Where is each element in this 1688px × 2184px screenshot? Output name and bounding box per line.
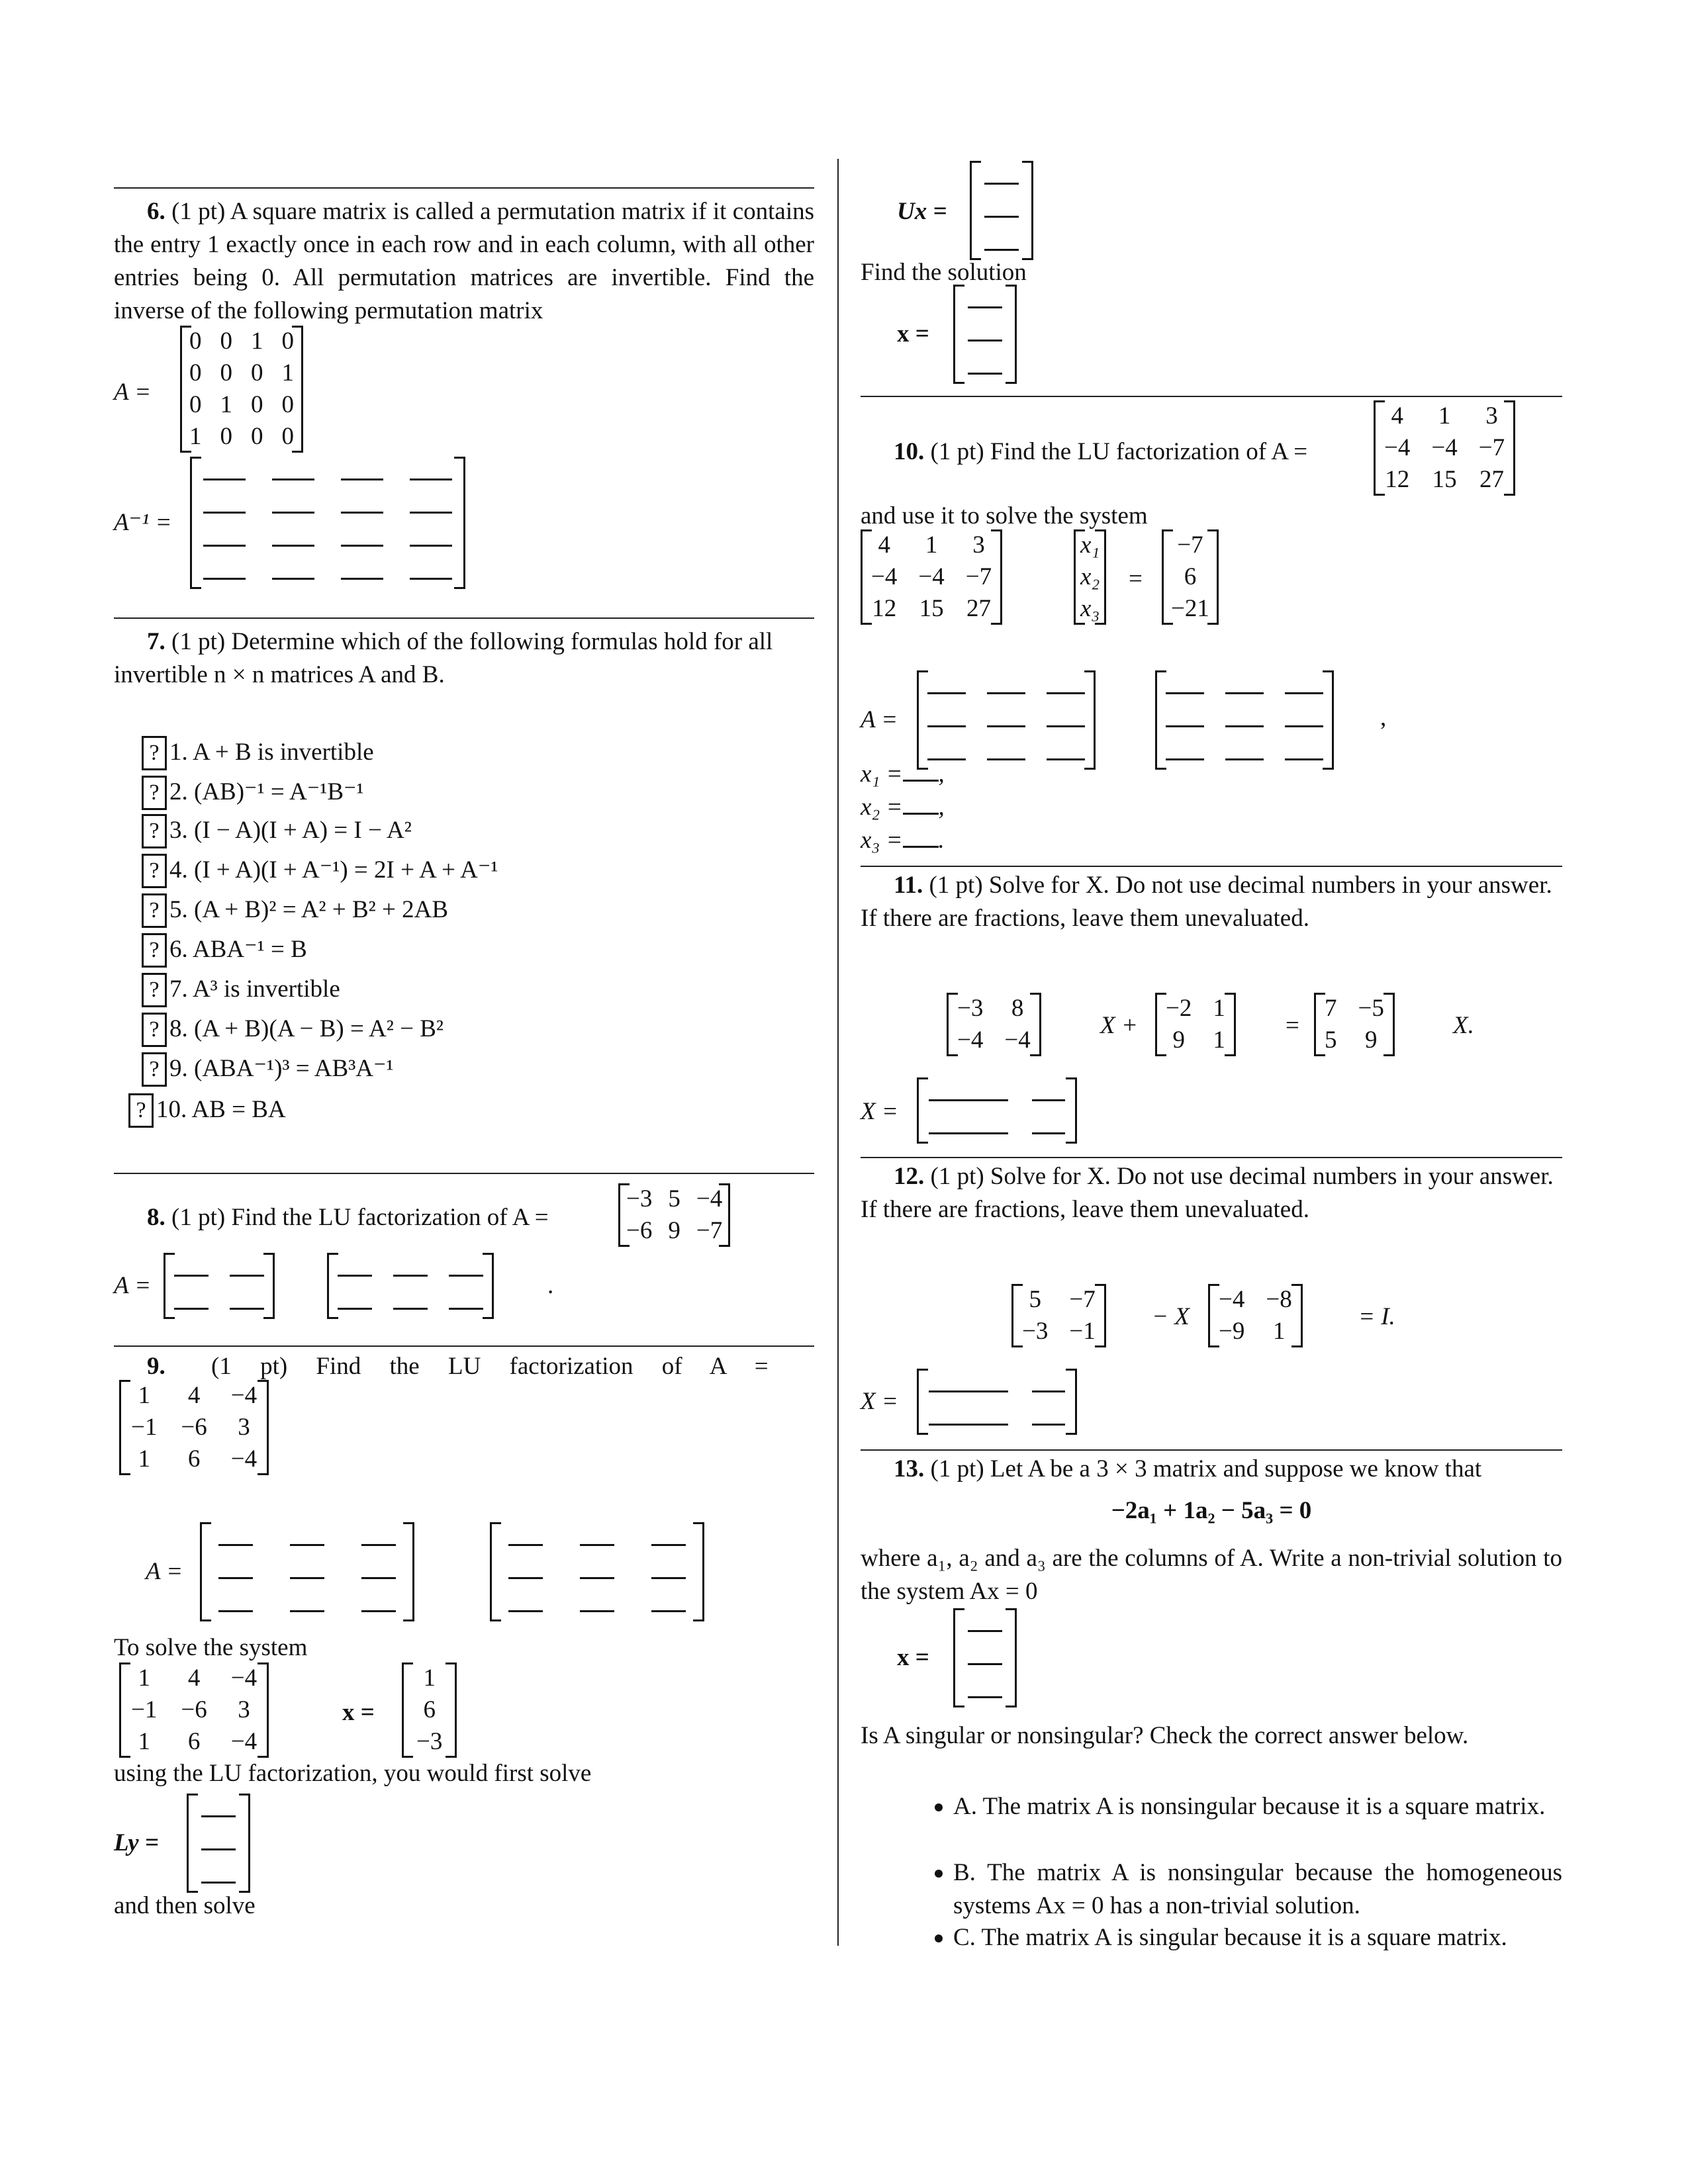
p9A2-cell-1-1: −6: [181, 1696, 207, 1723]
problem-11-number: 11.: [894, 872, 923, 899]
p9A-cell-1-1: −6: [181, 1414, 207, 1441]
p10-use-text: and use it to solve the system: [861, 502, 1148, 529]
p11-X-label: X =: [861, 1098, 898, 1125]
p8-L-answer-matrix[interactable]: [164, 1253, 275, 1319]
p6A-cell-3-3: 0: [281, 423, 294, 450]
p13-bullet-1: [935, 1870, 943, 1878]
p10L-answer-blank[interactable]: [976, 670, 1036, 704]
p9-y-answer-vector[interactable]: [187, 1794, 250, 1893]
p11-matrix-3: [1314, 993, 1395, 1056]
p9A-cell-0-1: 4: [187, 1382, 201, 1409]
problem-11-statement: [861, 869, 1562, 935]
p11M3-cell-1-0: 5: [1325, 1026, 1337, 1054]
p12-minus: − X: [1152, 1303, 1190, 1330]
p10U-answer-blank[interactable]: [1215, 670, 1274, 704]
p6A-cell-3-0: 1: [189, 423, 202, 450]
p7-answer-box-3[interactable]: ?: [142, 814, 167, 848]
p9-matrix-A: [119, 1380, 269, 1475]
p9L-answer-blank[interactable]: [271, 1588, 343, 1621]
p11M1-cell-0-0: −3: [957, 995, 984, 1022]
p8-U-answer-matrix[interactable]: [327, 1253, 494, 1319]
p9A-cell-0-2: −4: [230, 1382, 258, 1409]
p10-U-answer-matrix[interactable]: [1155, 670, 1334, 770]
p9A2-cell-2-0: 1: [138, 1728, 150, 1755]
p11-plus: X +: [1100, 1012, 1138, 1039]
p9A-cell-1-2: 3: [238, 1414, 250, 1441]
p7-answer-box-9[interactable]: ?: [142, 1052, 167, 1087]
p7-answer-box-6[interactable]: ?: [142, 933, 167, 968]
problem-9-text: (1 pt) Find the LU factorization of A =: [211, 1353, 769, 1380]
p9A2-cell-0-2: −4: [230, 1664, 258, 1692]
p9A-cell-2-1: 6: [187, 1445, 201, 1473]
p10A-cell-1-1: −4: [1431, 434, 1458, 461]
p7-option-label: 7. A³ is invertible: [169, 976, 340, 1003]
p10-x2-label: x₂ =: [861, 794, 903, 821]
p11X-answer-blank[interactable]: [917, 1077, 1020, 1111]
p9-Ux-label: Ux =: [897, 198, 947, 225]
p6A-cell-2-3: 0: [281, 391, 294, 418]
p8-end: .: [547, 1272, 554, 1299]
p7-option-label: 10. AB = BA: [156, 1096, 286, 1123]
p9-b-vector: [402, 1662, 457, 1758]
p7-answer-box-8[interactable]: ?: [142, 1013, 167, 1047]
p12M2-cell-0-1: −8: [1266, 1286, 1292, 1313]
p9-A-label: A =: [146, 1558, 183, 1585]
p11M1-cell-1-1: −4: [1004, 1026, 1031, 1054]
p12-X-label: X =: [861, 1388, 898, 1415]
p10A-cell-0-2: 3: [1485, 402, 1498, 430]
p6A-cell-1-3: 1: [281, 359, 294, 387]
p9-Ux-answer-vector[interactable]: [970, 161, 1033, 260]
p7-option-label: 5. (A + B)² = A² + B² + 2AB: [169, 896, 449, 923]
p9-find-text: Find the solution: [861, 259, 1027, 286]
p12-matrix-2: [1208, 1284, 1303, 1347]
p8U-answer-blank[interactable]: [383, 1286, 438, 1319]
p13-option-C[interactable]: C. The matrix A is singular because it is a square matrix.: [953, 1924, 1507, 1951]
problem-12-statement: [861, 1160, 1562, 1226]
p10x-cell-0-0: x₁: [1080, 531, 1100, 559]
p10-equals: =: [1129, 565, 1143, 592]
p6A-cell-2-1: 1: [220, 391, 232, 418]
p9A2-cell-0-0: 1: [138, 1664, 150, 1692]
p6Ainv-answer-blank[interactable]: [259, 490, 328, 523]
p10A2-cell-2-0: 12: [872, 595, 897, 622]
p10U-answer-blank[interactable]: [1215, 704, 1274, 737]
p10x-cell-2-0: x₃: [1080, 595, 1100, 622]
p10b-cell-0-0: −7: [1177, 531, 1203, 559]
p7-answer-box-1[interactable]: ?: [142, 736, 167, 770]
p6A-cell-0-2: 1: [251, 328, 263, 355]
p10A2-cell-2-2: 27: [966, 595, 991, 622]
p10A-cell-0-0: 4: [1391, 402, 1403, 430]
p9-xs-label: x =: [897, 320, 929, 347]
problem-10-text: (1 pt) Find the LU factorization of A =: [930, 438, 1308, 465]
p7-option-8: [142, 1013, 444, 1046]
p10-system-matrix: [861, 529, 1002, 625]
p10U-answer-blank[interactable]: [1215, 737, 1274, 770]
p12M1-cell-1-1: −1: [1069, 1318, 1096, 1345]
problem-10-number: 10.: [894, 438, 925, 465]
problem-6-number: 6.: [147, 198, 165, 225]
rule-p12: [861, 1157, 1562, 1158]
problem-8-text: (1 pt) Find the LU factorization of A =: [171, 1204, 549, 1231]
p9-x-label: x =: [342, 1699, 375, 1726]
p12M1-cell-1-0: −3: [1022, 1318, 1049, 1345]
p10b-cell-2-0: −21: [1171, 595, 1209, 622]
p12X-answer-blank[interactable]: [917, 1402, 1020, 1435]
p8A-cell-0-0: −3: [626, 1185, 653, 1212]
p10-x1-label: x₁ =: [861, 760, 903, 788]
rule-p7: [114, 617, 814, 619]
p7-option-label: 4. (I + A)(I + A⁻¹) = 2I + A + A⁻¹: [169, 856, 498, 884]
p11-matrix-1: [947, 993, 1041, 1056]
problem-6-statement: [114, 195, 814, 328]
p10b-cell-1-0: 6: [1184, 563, 1197, 590]
p10A2-cell-1-0: −4: [871, 563, 898, 590]
column-divider: [837, 159, 839, 1946]
p11M2-cell-1-1: 1: [1213, 1026, 1225, 1054]
p8A-cell-1-2: −7: [696, 1217, 723, 1244]
p9-then-text: and then solve: [114, 1892, 256, 1919]
p6A-cell-0-3: 0: [281, 328, 294, 355]
p12M2-cell-1-1: 1: [1272, 1318, 1286, 1345]
p11M3-cell-0-0: 7: [1325, 995, 1337, 1022]
p8U-answer-blank[interactable]: [383, 1253, 438, 1286]
p10-x2-answer[interactable]: [903, 798, 939, 815]
p8A-cell-1-0: −6: [626, 1217, 653, 1244]
rule-p10: [861, 396, 1562, 397]
p6Ainv-answer-blank[interactable]: [328, 523, 397, 556]
p11-matrix-2: [1155, 993, 1236, 1056]
p6A-cell-3-1: 0: [220, 423, 232, 450]
p11M2-cell-1-0: 9: [1172, 1026, 1185, 1054]
rule-p13: [861, 1449, 1562, 1451]
p10A-cell-1-0: −4: [1384, 434, 1411, 461]
p7-option-1: [142, 736, 374, 769]
p8A-cell-0-2: −4: [696, 1185, 723, 1212]
p6Ainv-answer-blank[interactable]: [328, 490, 397, 523]
p12-matrix-1: [1011, 1284, 1106, 1347]
p10A2-cell-0-1: 1: [925, 531, 938, 559]
p6-A-label: A =: [114, 379, 152, 406]
p9-system-matrix: [119, 1662, 269, 1758]
p13-bullet-0: [935, 1803, 943, 1811]
p6-Ainv-label: A⁻¹ =: [114, 509, 172, 536]
p10-comma: ,: [1380, 704, 1387, 731]
p9U-answer-blank[interactable]: [561, 1588, 633, 1621]
p10x-cell-1-0: x₂: [1080, 563, 1100, 590]
p10-x2-row: x₂ = ,: [861, 794, 945, 821]
p7-answer-box-4[interactable]: ?: [142, 854, 167, 888]
p10A2-cell-1-2: −7: [965, 563, 992, 590]
p13-bullet-2: [935, 1934, 943, 1942]
problem-10-statement: [894, 435, 1307, 469]
p10-matrix-A: [1374, 400, 1515, 496]
rule-p6: [114, 187, 814, 189]
p9b-cell-1-0: 6: [423, 1696, 436, 1723]
problem-7-text: (1 pt) Determine which of the following formulas hold for all invertible n × n matrices A and B.: [114, 628, 773, 688]
p6A-cell-1-1: 0: [220, 359, 232, 387]
p6A-cell-0-1: 0: [220, 328, 232, 355]
p12M1-cell-0-1: −7: [1069, 1286, 1096, 1313]
p10A-cell-0-1: 1: [1438, 402, 1451, 430]
p7-option-3: [142, 814, 412, 847]
p11-tail: X.: [1453, 1012, 1474, 1039]
p12M2-cell-1-0: −9: [1219, 1318, 1245, 1345]
p7-answer-box-2[interactable]: ?: [142, 776, 167, 810]
problem-13-statement: [894, 1453, 1481, 1486]
p9U-answer-blank[interactable]: [561, 1555, 633, 1588]
p6A-cell-0-0: 0: [189, 328, 202, 355]
p10-x3-label: x₃ =: [861, 827, 903, 854]
p10A2-cell-1-1: −4: [918, 563, 945, 590]
p7-option-4: [142, 854, 498, 887]
problem-13-number: 13.: [894, 1455, 925, 1482]
rule-p8: [114, 1173, 814, 1174]
p10-b-vector: [1162, 529, 1219, 625]
p10-x3-answer[interactable]: [903, 831, 939, 848]
p9L-answer-blank[interactable]: [271, 1522, 343, 1555]
p12-tail: = I.: [1358, 1303, 1395, 1330]
p11M2-cell-0-0: −2: [1166, 995, 1192, 1022]
p7-option-label: 3. (I − A)(I + A) = I − A²: [169, 817, 412, 844]
p9-solve-intro: To solve the system: [114, 1634, 308, 1661]
p10-x-vector: [1074, 529, 1106, 625]
p12X-answer-blank[interactable]: [917, 1369, 1020, 1402]
p9-using-text: using the LU factorization, you would first solve: [114, 1760, 592, 1787]
p9A2-cell-1-2: 3: [238, 1696, 250, 1723]
p7-option-9: [142, 1052, 394, 1085]
p11M1-cell-1-0: −4: [957, 1026, 984, 1054]
p10A-cell-2-2: 27: [1479, 466, 1504, 493]
p6-matrix-A: [180, 326, 303, 453]
p7-option-5: [142, 893, 448, 927]
p10L-answer-blank[interactable]: [976, 704, 1036, 737]
p13-option-B[interactable]: B. The matrix A is nonsingular because the homogeneous systems Ax = 0 has a non-trivial solution.: [953, 1859, 1562, 1919]
p6A-cell-3-2: 0: [251, 423, 263, 450]
p7-option-label: 6. ABA⁻¹ = B: [169, 936, 307, 963]
p9A2-cell-2-2: −4: [230, 1728, 258, 1755]
p8-A-label: A =: [114, 1272, 152, 1299]
p6Ainv-answer-blank[interactable]: [259, 556, 328, 589]
p11M3-cell-0-1: −5: [1358, 995, 1384, 1022]
p11M3-cell-1-1: 9: [1364, 1026, 1378, 1054]
problem-8-statement: [147, 1201, 549, 1234]
problem-12-text: (1 pt) Solve for X. Do not use decimal numbers in your answer. If there are fractions, leave them unevaluated.: [861, 1163, 1554, 1223]
p7-answer-box-10[interactable]: ?: [128, 1093, 154, 1128]
p10A-cell-2-1: 15: [1432, 466, 1457, 493]
problem-7-number: 7.: [147, 628, 165, 655]
p7-option-2: [142, 776, 364, 809]
p11-X-answer-matrix[interactable]: [917, 1077, 1077, 1144]
p13-question: Is A singular or nonsingular? Check the correct answer below.: [861, 1722, 1469, 1749]
p7-option-label: 1. A + B is invertible: [169, 739, 374, 766]
p9-L-answer-matrix[interactable]: [200, 1522, 414, 1621]
p13-option-A[interactable]: A. The matrix A is nonsingular because it is a square matrix.: [953, 1793, 1546, 1820]
p7-option-label: 8. (A + B)(A − B) = A² − B²: [169, 1015, 444, 1042]
p7-option-label: 2. (AB)⁻¹ = A⁻¹B⁻¹: [169, 778, 364, 805]
p6-Ainv-answer-matrix[interactable]: [190, 457, 465, 589]
p10A2-cell-0-2: 3: [972, 531, 985, 559]
p9L-answer-blank[interactable]: [271, 1555, 343, 1588]
p9b-cell-2-0: −3: [416, 1728, 443, 1755]
rule-p11: [861, 866, 1562, 867]
p8A-cell-0-1: 5: [668, 1185, 680, 1212]
p11X-answer-blank[interactable]: [917, 1111, 1020, 1144]
p6A-cell-2-2: 0: [251, 391, 263, 418]
p7-option-6: [142, 933, 307, 966]
p11-equals: =: [1286, 1012, 1299, 1039]
p9-Ly-label: Ly =: [114, 1829, 159, 1856]
p7-answer-box-5[interactable]: ?: [142, 893, 167, 928]
p10A2-cell-0-0: 4: [878, 531, 890, 559]
p12M2-cell-0-0: −4: [1219, 1286, 1245, 1313]
p10-x3-row: x₃ = .: [861, 827, 945, 854]
p9A-cell-0-0: 1: [138, 1382, 150, 1409]
problem-6-text: (1 pt) A square matrix is called a permutation matrix if it contains the entry 1 exactly once in each row and in each column, with all other entries being 0. All permutation matrices are invertible. Find the inverse of the following permutation matrix: [114, 198, 815, 324]
p7-option-label: 9. (ABA⁻¹)³ = AB³A⁻¹: [169, 1055, 394, 1082]
p7-option-7: [142, 973, 340, 1006]
p11M2-cell-0-1: 1: [1213, 995, 1225, 1022]
p10A-cell-2-0: 12: [1385, 466, 1410, 493]
p9-x-answer-vector[interactable]: [953, 285, 1017, 384]
problem-9-number: 9.: [147, 1353, 165, 1380]
p8-matrix-A: [618, 1183, 730, 1247]
p10-x1-row: x₁ = ,: [861, 760, 945, 788]
rule-p9: [114, 1345, 814, 1347]
problem-7-statement: [114, 625, 814, 692]
p10A-cell-1-2: −7: [1478, 434, 1505, 461]
p9A-cell-1-0: −1: [131, 1414, 158, 1441]
problem-13-text: (1 pt) Let A be a 3 × 3 matrix and suppose we know that: [930, 1455, 1482, 1482]
p10-x1-answer[interactable]: [903, 765, 939, 782]
p11M1-cell-0-1: 8: [1011, 995, 1024, 1022]
p10L-answer-blank[interactable]: [976, 737, 1036, 770]
p9U-answer-blank[interactable]: [561, 1522, 633, 1555]
p9b-cell-0-0: 1: [423, 1664, 436, 1692]
p9A2-cell-1-0: −1: [131, 1696, 158, 1723]
p12M1-cell-0-0: 5: [1029, 1286, 1041, 1313]
p9-U-answer-matrix[interactable]: [490, 1522, 704, 1621]
p13-where-text: where a₁, a₂ and a₃ are the columns of A. Write a non-trivial solution to the system Ax = 0: [861, 1545, 1562, 1605]
p10A2-cell-2-1: 15: [919, 595, 944, 622]
p13-equation: −2a₁ + 1a₂ − 5a₃ = 0: [1111, 1497, 1312, 1524]
p10-A-label: A =: [861, 706, 898, 733]
problem-9-statement: [147, 1350, 814, 1383]
problem-11-text: (1 pt) Solve for X. Do not use decimal numbers in your answer. If there are fractions, leave them unevaluated.: [861, 872, 1552, 932]
p6Ainv-answer-blank[interactable]: [259, 523, 328, 556]
p6A-cell-1-2: 0: [251, 359, 263, 387]
p6Ainv-answer-blank[interactable]: [328, 457, 397, 490]
problem-12-number: 12.: [894, 1163, 925, 1190]
p9A-cell-2-0: 1: [138, 1445, 150, 1473]
p10-L-answer-matrix[interactable]: [917, 670, 1096, 770]
p9A-cell-2-2: −4: [230, 1445, 258, 1473]
p13-x-label: x =: [897, 1644, 929, 1671]
p6A-cell-2-0: 0: [189, 391, 202, 418]
p7-option-10: [128, 1093, 286, 1126]
p6Ainv-answer-blank[interactable]: [259, 457, 328, 490]
p7-answer-box-7[interactable]: ?: [142, 973, 167, 1007]
problem-8-number: 8.: [147, 1204, 165, 1231]
p6A-cell-1-0: 0: [189, 359, 202, 387]
p8A-cell-1-1: 9: [668, 1217, 680, 1244]
p6Ainv-answer-blank[interactable]: [328, 556, 397, 589]
p9A2-cell-0-1: 4: [187, 1664, 201, 1692]
p12-X-answer-matrix[interactable]: [917, 1369, 1077, 1435]
p9A2-cell-2-1: 6: [187, 1728, 201, 1755]
p13-x-answer-vector[interactable]: [953, 1608, 1017, 1707]
